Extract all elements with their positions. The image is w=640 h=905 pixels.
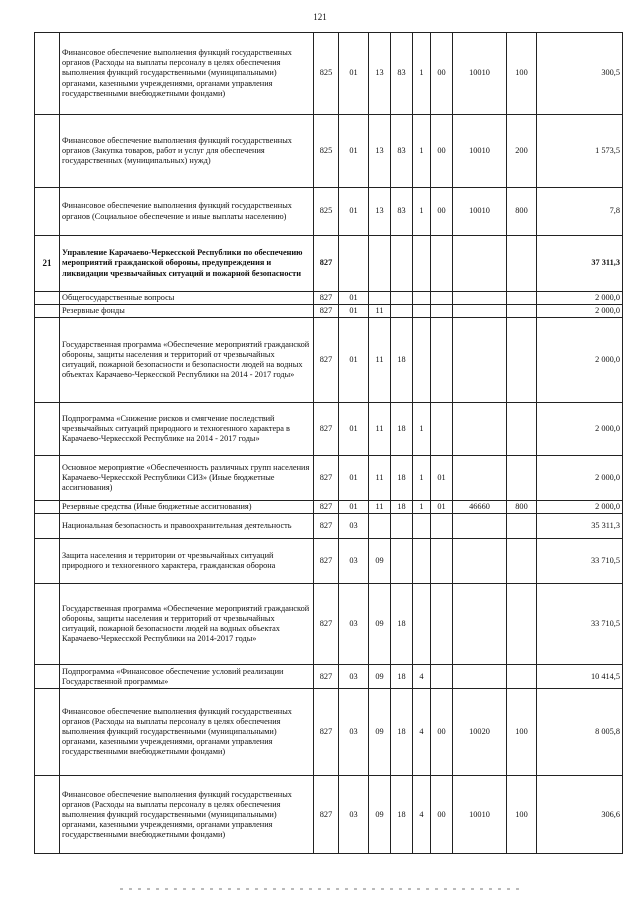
code-cell-c8: 100 xyxy=(507,776,537,854)
page-number: 121 xyxy=(313,12,327,22)
code-cell-c2: 03 xyxy=(339,689,369,776)
code-cell-c7 xyxy=(453,539,507,584)
code-cell-c4 xyxy=(391,236,413,292)
code-cell-c8 xyxy=(507,456,537,501)
row-number-cell xyxy=(35,689,60,776)
row-number-cell xyxy=(35,318,60,403)
code-cell-c5 xyxy=(413,292,431,305)
code-cell-c3: 13 xyxy=(369,115,391,188)
description-cell: Основное мероприятие «Обеспеченность различных групп населения Карачаево-Черкесской Республики СИЗ» (Иные бюджетные ассигнования) xyxy=(60,456,314,501)
table-body xyxy=(35,33,623,854)
code-cell-c7 xyxy=(453,456,507,501)
code-cell-c8 xyxy=(507,292,537,305)
code-cell-c3: 09 xyxy=(369,665,391,689)
description-cell: Подпрограмма «Снижение рисков и смягчение последствий чрезвычайных ситуаций природного и техногенного характера в Карачаево-Черкесской Республике на 2014 - 2017 годы» xyxy=(60,403,314,456)
description-cell: Финансовое обеспечение выполнения функций государственных органов (Расходы на выплаты персоналу в целях обеспечения выполнения функций государственными (муниципальными) органами, казенными учреждениями, органами управления государственными внебюджетными фондами) xyxy=(60,689,314,776)
code-cell-c1: 825 xyxy=(314,115,339,188)
code-cell-c1: 827 xyxy=(314,514,339,539)
amount-cell: 306,6 xyxy=(537,776,623,854)
table-row xyxy=(35,539,623,584)
table-row xyxy=(35,305,623,318)
code-cell-c1: 827 xyxy=(314,584,339,665)
code-cell-c1: 825 xyxy=(314,33,339,115)
code-cell-c3: 13 xyxy=(369,33,391,115)
amount-cell: 2 000,0 xyxy=(537,292,623,305)
code-cell-c5: 1 xyxy=(413,33,431,115)
description-cell: Финансовое обеспечение выполнения функций государственных органов (Расходы на выплаты персоналу в целях обеспечения выполнения функций государственными (муниципальными) органами, казенными учреждениями, органами управления государственными внебюджетными фондами) xyxy=(60,33,314,115)
code-cell-c8 xyxy=(507,665,537,689)
code-cell-c4: 18 xyxy=(391,456,413,501)
code-cell-c2: 03 xyxy=(339,539,369,584)
row-number-cell xyxy=(35,403,60,456)
code-cell-c7: 10010 xyxy=(453,188,507,236)
description-cell: Резервные фонды xyxy=(60,305,314,318)
description-cell: Государственная программа «Обеспечение мероприятий гражданской обороны, защиты населения и территорий от чрезвычайных ситуаций, пожарной безопасности людей на водных объектах Карачаево-Черкесской Республики на 2014-2017 годы» xyxy=(60,584,314,665)
amount-cell: 2 000,0 xyxy=(537,305,623,318)
amount-cell: 300,5 xyxy=(537,33,623,115)
code-cell-c7: 10010 xyxy=(453,115,507,188)
table-row xyxy=(35,318,623,403)
code-cell-c3: 09 xyxy=(369,689,391,776)
code-cell-c2: 01 xyxy=(339,403,369,456)
code-cell-c8: 100 xyxy=(507,33,537,115)
table-row xyxy=(35,514,623,539)
table-row xyxy=(35,33,623,115)
code-cell-c6 xyxy=(431,539,453,584)
code-cell-c6: 01 xyxy=(431,501,453,514)
code-cell-c2: 01 xyxy=(339,115,369,188)
table-row xyxy=(35,403,623,456)
code-cell-c3 xyxy=(369,292,391,305)
code-cell-c8 xyxy=(507,305,537,318)
code-cell-c4: 18 xyxy=(391,776,413,854)
code-cell-c6 xyxy=(431,514,453,539)
table-row xyxy=(35,665,623,689)
code-cell-c1: 827 xyxy=(314,292,339,305)
code-cell-c5: 1 xyxy=(413,403,431,456)
amount-cell: 2 000,0 xyxy=(537,501,623,514)
code-cell-c5 xyxy=(413,318,431,403)
amount-cell: 37 311,3 xyxy=(537,236,623,292)
code-cell-c5 xyxy=(413,514,431,539)
code-cell-c8 xyxy=(507,236,537,292)
code-cell-c5: 1 xyxy=(413,501,431,514)
row-number-cell xyxy=(35,514,60,539)
table-row xyxy=(35,456,623,501)
code-cell-c8 xyxy=(507,318,537,403)
code-cell-c6: 01 xyxy=(431,456,453,501)
row-number-cell xyxy=(35,305,60,318)
code-cell-c1: 827 xyxy=(314,456,339,501)
code-cell-c5: 4 xyxy=(413,776,431,854)
code-cell-c8 xyxy=(507,514,537,539)
code-cell-c3: 09 xyxy=(369,539,391,584)
row-number-cell xyxy=(35,501,60,514)
table-row xyxy=(35,115,623,188)
code-cell-c5 xyxy=(413,539,431,584)
code-cell-c6: 00 xyxy=(431,188,453,236)
code-cell-c5: 1 xyxy=(413,115,431,188)
code-cell-c3 xyxy=(369,236,391,292)
code-cell-c8 xyxy=(507,539,537,584)
table-row xyxy=(35,188,623,236)
code-cell-c6 xyxy=(431,584,453,665)
code-cell-c8: 800 xyxy=(507,188,537,236)
code-cell-c7: 10020 xyxy=(453,689,507,776)
description-cell: Финансовое обеспечение выполнения функций государственных органов (Расходы на выплаты персоналу в целях обеспечения выполнения функций государственными (муниципальными) органами, казенными учреждениями, органами управления государственными внебюджетными фондами) xyxy=(60,776,314,854)
code-cell-c3: 11 xyxy=(369,318,391,403)
code-cell-c4: 18 xyxy=(391,318,413,403)
code-cell-c2: 03 xyxy=(339,514,369,539)
budget-table xyxy=(34,32,623,854)
code-cell-c3: 09 xyxy=(369,584,391,665)
description-cell: Финансовое обеспечение выполнения функций государственных органов (Закупка товаров, работ и услуг для обеспечения государственных (муниципальных) нужд) xyxy=(60,115,314,188)
row-number-cell xyxy=(35,188,60,236)
code-cell-c4: 18 xyxy=(391,665,413,689)
code-cell-c4: 18 xyxy=(391,584,413,665)
row-number-cell xyxy=(35,665,60,689)
row-number-cell xyxy=(35,456,60,501)
code-cell-c2: 03 xyxy=(339,665,369,689)
amount-cell: 10 414,5 xyxy=(537,665,623,689)
code-cell-c5 xyxy=(413,236,431,292)
amount-cell: 35 311,3 xyxy=(537,514,623,539)
code-cell-c3 xyxy=(369,514,391,539)
row-number-cell xyxy=(35,115,60,188)
code-cell-c8: 100 xyxy=(507,689,537,776)
amount-cell: 7,8 xyxy=(537,188,623,236)
amount-cell: 33 710,5 xyxy=(537,539,623,584)
code-cell-c5: 1 xyxy=(413,456,431,501)
code-cell-c2: 01 xyxy=(339,33,369,115)
row-number-cell xyxy=(35,776,60,854)
code-cell-c1: 827 xyxy=(314,539,339,584)
code-cell-c2: 01 xyxy=(339,456,369,501)
code-cell-c4: 18 xyxy=(391,501,413,514)
code-cell-c1: 827 xyxy=(314,501,339,514)
amount-cell: 2 000,0 xyxy=(537,318,623,403)
code-cell-c6 xyxy=(431,318,453,403)
code-cell-c8 xyxy=(507,403,537,456)
amount-cell: 2 000,0 xyxy=(537,456,623,501)
code-cell-c7 xyxy=(453,584,507,665)
code-cell-c7: 46660 xyxy=(453,501,507,514)
code-cell-c4: 83 xyxy=(391,188,413,236)
code-cell-c4 xyxy=(391,514,413,539)
description-cell: Финансовое обеспечение выполнения функций государственных органов (Социальное обеспечение и иные выплаты населению) xyxy=(60,188,314,236)
code-cell-c3: 11 xyxy=(369,501,391,514)
code-cell-c4 xyxy=(391,539,413,584)
code-cell-c4: 18 xyxy=(391,689,413,776)
code-cell-c2: 01 xyxy=(339,305,369,318)
code-cell-c1: 827 xyxy=(314,689,339,776)
code-cell-c4: 18 xyxy=(391,403,413,456)
code-cell-c3: 13 xyxy=(369,188,391,236)
code-cell-c8 xyxy=(507,584,537,665)
amount-cell: 1 573,5 xyxy=(537,115,623,188)
amount-cell: 33 710,5 xyxy=(537,584,623,665)
code-cell-c8: 800 xyxy=(507,501,537,514)
code-cell-c7: 10010 xyxy=(453,776,507,854)
code-cell-c3: 11 xyxy=(369,456,391,501)
code-cell-c5: 4 xyxy=(413,665,431,689)
description-cell: Подпрограмма «Финансовое обеспечение условий реализации Государственной программы» xyxy=(60,665,314,689)
description-cell: Национальная безопасность и правоохранительная деятельность xyxy=(60,514,314,539)
code-cell-c4 xyxy=(391,292,413,305)
row-number-cell xyxy=(35,33,60,115)
description-cell: Управление Карачаево-Черкесской Республики по обеспечению мероприятий гражданской обороны, предупреждения и ликвидации чрезвычайных ситуаций и пожарной безопасности xyxy=(60,236,314,292)
row-number-cell: 21 xyxy=(35,236,60,292)
table-row xyxy=(35,501,623,514)
row-number-cell xyxy=(35,539,60,584)
code-cell-c6 xyxy=(431,292,453,305)
code-cell-c7 xyxy=(453,403,507,456)
table-row xyxy=(35,776,623,854)
code-cell-c1: 827 xyxy=(314,776,339,854)
table-row xyxy=(35,236,623,292)
description-cell: Государственная программа «Обеспечение мероприятий гражданской обороны, защиты населения и территорий от чрезвычайных ситуаций, пожарной безопасности и безопасности людей на водных объектах Карачаево-Черкесской Республики на 2014 - 2017 годы» xyxy=(60,318,314,403)
code-cell-c4 xyxy=(391,305,413,318)
code-cell-c1: 827 xyxy=(314,305,339,318)
code-cell-c2: 01 xyxy=(339,292,369,305)
code-cell-c3: 11 xyxy=(369,403,391,456)
row-number-cell xyxy=(35,292,60,305)
row-number-cell xyxy=(35,584,60,665)
table-row xyxy=(35,584,623,665)
table-row xyxy=(35,292,623,305)
code-cell-c5 xyxy=(413,305,431,318)
code-cell-c1: 827 xyxy=(314,665,339,689)
code-cell-c7 xyxy=(453,665,507,689)
code-cell-c8: 200 xyxy=(507,115,537,188)
code-cell-c2: 01 xyxy=(339,318,369,403)
code-cell-c6: 00 xyxy=(431,776,453,854)
code-cell-c1: 827 xyxy=(314,318,339,403)
code-cell-c6 xyxy=(431,665,453,689)
code-cell-c7 xyxy=(453,318,507,403)
code-cell-c1: 827 xyxy=(314,403,339,456)
description-cell: Резервные средства (Иные бюджетные ассигнования) xyxy=(60,501,314,514)
code-cell-c7 xyxy=(453,514,507,539)
code-cell-c2: 01 xyxy=(339,501,369,514)
code-cell-c4: 83 xyxy=(391,33,413,115)
code-cell-c2: 03 xyxy=(339,776,369,854)
description-cell: Общегосударственные вопросы xyxy=(60,292,314,305)
scan-artifact xyxy=(120,888,520,890)
code-cell-c6: 00 xyxy=(431,115,453,188)
code-cell-c5 xyxy=(413,584,431,665)
code-cell-c2 xyxy=(339,236,369,292)
amount-cell: 8 005,8 xyxy=(537,689,623,776)
table-row xyxy=(35,689,623,776)
code-cell-c1: 827 xyxy=(314,236,339,292)
code-cell-c3: 09 xyxy=(369,776,391,854)
code-cell-c7 xyxy=(453,236,507,292)
code-cell-c5: 1 xyxy=(413,188,431,236)
description-cell: Защита населения и территории от чрезвычайных ситуаций природного и техногенного характера, гражданская оборона xyxy=(60,539,314,584)
code-cell-c3: 11 xyxy=(369,305,391,318)
code-cell-c7: 10010 xyxy=(453,33,507,115)
code-cell-c7 xyxy=(453,305,507,318)
code-cell-c5: 4 xyxy=(413,689,431,776)
code-cell-c6 xyxy=(431,305,453,318)
code-cell-c1: 825 xyxy=(314,188,339,236)
code-cell-c2: 01 xyxy=(339,188,369,236)
amount-cell: 2 000,0 xyxy=(537,403,623,456)
code-cell-c6: 00 xyxy=(431,689,453,776)
code-cell-c4: 83 xyxy=(391,115,413,188)
code-cell-c6 xyxy=(431,403,453,456)
code-cell-c7 xyxy=(453,292,507,305)
code-cell-c6: 00 xyxy=(431,33,453,115)
code-cell-c6 xyxy=(431,236,453,292)
code-cell-c2: 03 xyxy=(339,584,369,665)
